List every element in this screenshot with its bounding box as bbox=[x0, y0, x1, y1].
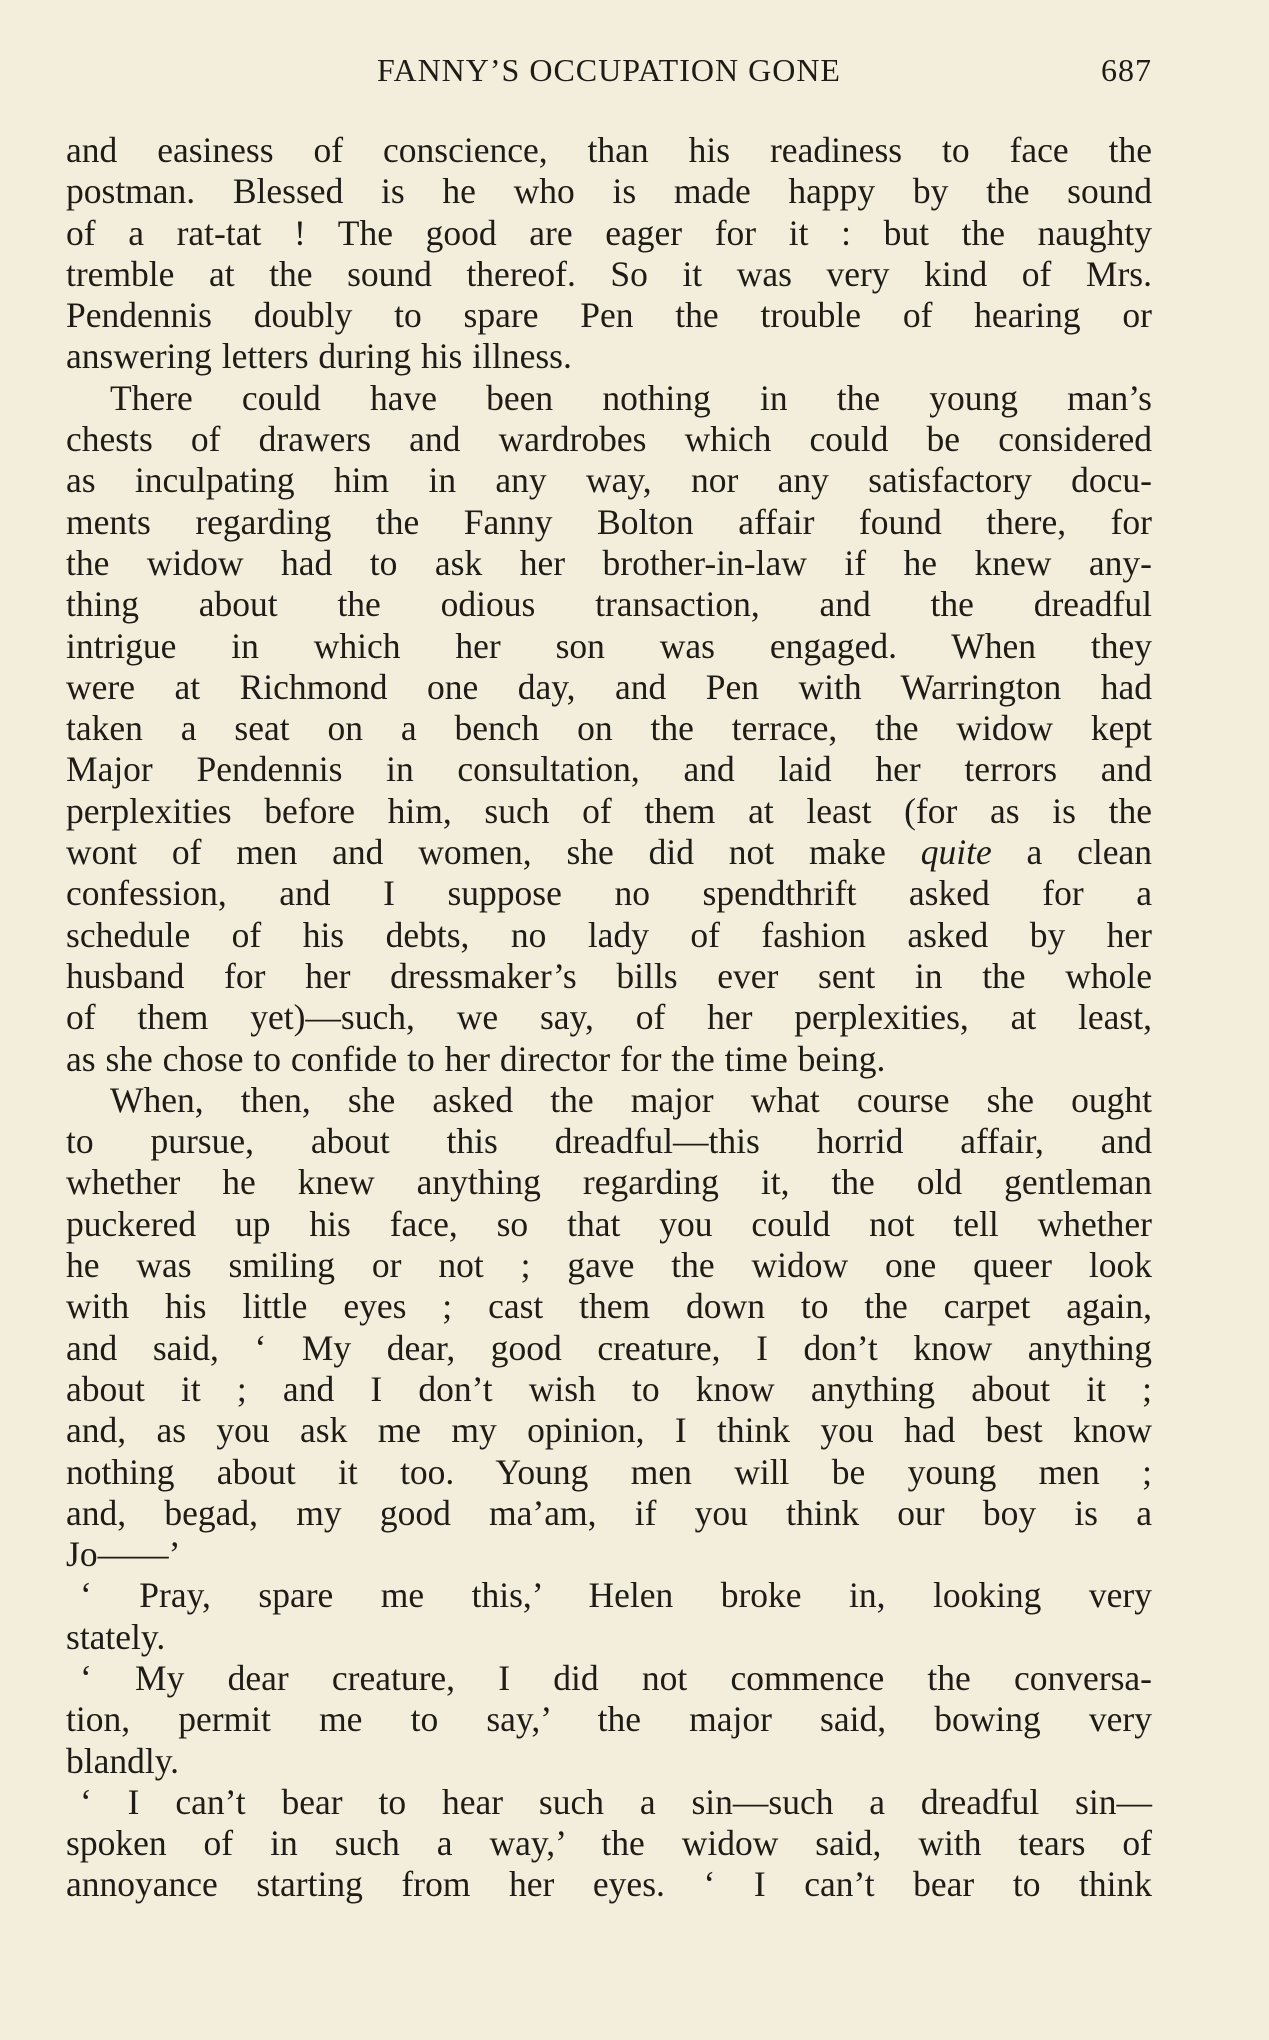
running-title: FANNY’S OCCUPATION GONE bbox=[377, 52, 841, 88]
text-line bbox=[66, 832, 1152, 873]
text-line: about it ; and I don’t wish to know anything about it ; bbox=[66, 1368, 1152, 1409]
text-line: as inculpating him in any way, nor any satisfactory docu- bbox=[66, 460, 1152, 501]
body-text bbox=[66, 130, 1152, 1906]
text-line: and easiness of conscience, than his readiness to face the bbox=[66, 130, 1152, 170]
text-line: perplexities before him, such of them at least (for as is the bbox=[66, 790, 1152, 831]
text-line: spoken of in such a way,’ the widow said, with tears of bbox=[66, 1823, 1152, 1864]
text-line: whether he knew anything regarding it, the old gentleman bbox=[66, 1162, 1152, 1203]
text-line: with his little eyes ; cast them down to the carpet again, bbox=[66, 1286, 1152, 1327]
text-line: annoyance starting from her eyes. ‘ I can’t bear to think bbox=[66, 1864, 1152, 1905]
text-line: were at Richmond one day, and Pen with Warrington had bbox=[66, 666, 1152, 707]
text-line: postman. Blessed is he who is made happy by the sound bbox=[66, 171, 1152, 212]
text-line: schedule of his debts, no lady of fashion asked by her bbox=[66, 914, 1152, 955]
text-line: tremble at the sound thereof. So it was very kind of Mrs. bbox=[66, 253, 1152, 294]
text-line: of them yet)—such, we say, of her perplexities, at least, bbox=[66, 997, 1152, 1038]
text-line: tion, permit me to say,’ the major said, bowing very bbox=[66, 1699, 1152, 1740]
text-segment: wont of men and women, she did not make bbox=[66, 832, 886, 873]
text-line: he was smiling or not ; gave the widow one queer look bbox=[66, 1245, 1152, 1286]
running-head bbox=[66, 52, 1152, 96]
text-line: blandly. bbox=[66, 1740, 180, 1781]
text-line: intrigue in which her son was engaged. When they bbox=[66, 625, 1152, 666]
text-line: puckered up his face, so that you could not tell whether bbox=[66, 1203, 1152, 1244]
text-line: as she chose to confide to her director for the time being. bbox=[66, 1038, 886, 1079]
text-line: of a rat-tat ! The good are eager for it : but the naughty bbox=[66, 212, 1152, 253]
italic-word: quite bbox=[920, 832, 992, 873]
text-line: and, as you ask me my opinion, I think you had best know bbox=[66, 1410, 1152, 1451]
text-line: ‘ I can’t bear to hear such a sin—such a dreadful sin— bbox=[80, 1781, 1152, 1822]
text-line: Jo——’ bbox=[66, 1534, 181, 1575]
text-line: ‘ Pray, spare me this,’ Helen broke in, looking very bbox=[80, 1575, 1152, 1616]
text-line: There could have been nothing in the young man’s bbox=[110, 377, 1152, 418]
text-line: nothing about it too. Young men will be young men ; bbox=[66, 1451, 1152, 1492]
text-line: thing about the odious transaction, and the dreadful bbox=[66, 584, 1152, 625]
text-line: Pendennis doubly to spare Pen the trouble of hearing or bbox=[66, 295, 1152, 336]
text-line: and said, ‘ My dear, good creature, I don’t know anything bbox=[66, 1327, 1152, 1368]
page-number: 687 bbox=[1101, 52, 1152, 88]
text-line: answering letters during his illness. bbox=[66, 336, 572, 377]
text-line: ments regarding the Fanny Bolton affair found there, for bbox=[66, 501, 1152, 542]
text-line: to pursue, about this dreadful—this horrid affair, and bbox=[66, 1121, 1152, 1162]
text-line: confession, and I suppose no spendthrift asked for a bbox=[66, 873, 1152, 914]
text-line: ‘ My dear creature, I did not commence the conversa- bbox=[80, 1657, 1152, 1698]
text-line: the widow had to ask her brother-in-law if he knew any- bbox=[66, 542, 1152, 583]
text-segment: a clean bbox=[1026, 832, 1152, 873]
text-line: taken a seat on a bench on the terrace, the widow kept bbox=[66, 708, 1152, 749]
text-line: chests of drawers and wardrobes which could be considered bbox=[66, 419, 1152, 460]
text-line: Major Pendennis in consultation, and laid her terrors and bbox=[66, 749, 1152, 790]
text-line: stately. bbox=[66, 1616, 166, 1657]
text-line: husband for her dressmaker’s bills ever sent in the whole bbox=[66, 955, 1152, 996]
text-line: and, begad, my good ma’am, if you think our boy is a bbox=[66, 1492, 1152, 1533]
text-line: When, then, she asked the major what course she ought bbox=[110, 1079, 1152, 1120]
